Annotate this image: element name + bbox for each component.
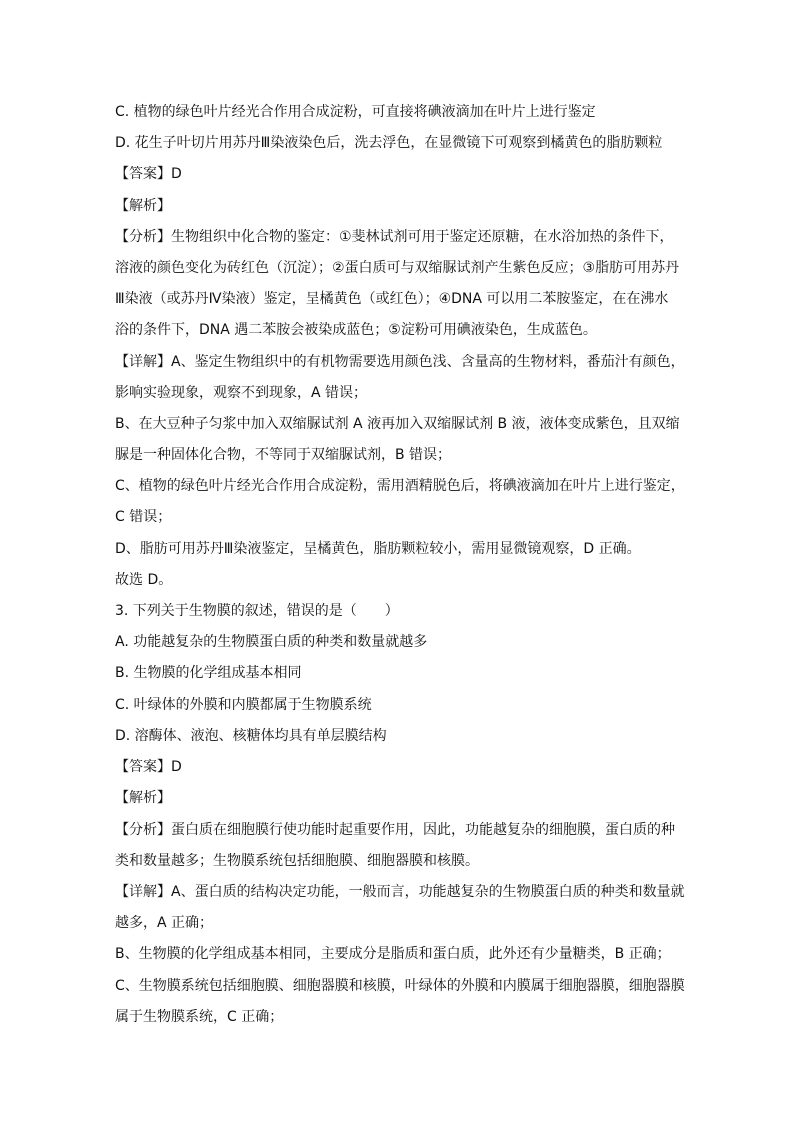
q2-option-c: C. 植物的绿色叶片经光合作用合成淀粉，可直接将碘液滴加在叶片上进行鉴定 <box>115 104 596 120</box>
q2-analysis-line: 溶液的颜色变化为砖红色（沉淀）；②蛋白质可与双缩脲试剂产生紫色反应；③脂肪可用苏丹 <box>115 260 680 276</box>
q3-analysis-title: 【解析】 <box>115 790 171 806</box>
q2-detail-line: C 错误； <box>115 509 172 525</box>
q3-option-a: A. 功能越复杂的生物膜蛋白质的种类和数量就越多 <box>115 634 428 650</box>
q3-answer: 【答案】D <box>115 759 182 775</box>
q2-detail-line: D、脂肪可用苏丹Ⅲ染液鉴定，呈橘黄色，脂肪颗粒较小，需用显微镜观察，D 正确。 <box>115 541 641 557</box>
q3-analysis-line: 类和数量越多；生物膜系统包括细胞膜、细胞器膜和核膜。 <box>115 853 479 869</box>
q3-option-b: B. 生物膜的化学组成基本相同 <box>115 665 302 681</box>
q3-detail-line: C、生物膜系统包括细胞膜、细胞器膜和核膜，叶绿体的外膜和内膜属于细胞器膜，细胞器膜 <box>115 978 685 994</box>
q2-detail-line: 影响实验现象，观察不到现象，A 错误； <box>115 385 368 401</box>
q2-conclusion: 故选 D。 <box>115 572 173 588</box>
q2-option-d: D. 花生子叶切片用苏丹Ⅲ染液染色后，洗去浮色，在显微镜下可观察到橘黄色的脂肪颗粒 <box>115 135 663 151</box>
q3-detail-line: 越多，A 正确； <box>115 915 214 931</box>
q3-analysis-line: 【分析】蛋白质在细胞膜行使功能时起重要作用，因此，功能越复杂的细胞膜，蛋白质的种 <box>115 822 675 838</box>
q3-option-c: C. 叶绿体的外膜和内膜都属于生物膜系统 <box>115 697 372 713</box>
q3-detail-line: 【详解】A、蛋白质的结构决定功能，一般而言，功能越复杂的生物膜蛋白质的种类和数量就 <box>115 884 685 900</box>
q3-detail-line: B、生物膜的化学组成基本相同，主要成分是脂质和蛋白质，此外还有少量糖类，B 正确； <box>115 946 671 962</box>
q2-analysis-line: 【分析】生物组织中化合物的鉴定：①斐林试剂可用于鉴定还原糖，在水浴加热的条件下， <box>115 229 674 245</box>
q2-detail-line: B、在大豆种子匀浆中加入双缩脲试剂 A 液再加入双缩脲试剂 B 液，液体变成紫色，且双缩 <box>115 416 680 432</box>
q2-detail-line: C、植物的绿色叶片经光合作用合成淀粉，需用酒精脱色后，将碘液滴加在叶片上进行鉴定， <box>115 478 685 494</box>
q2-analysis-line: Ⅲ染液（或苏丹Ⅳ染液）鉴定，呈橘黄色（或红色）；④DNA 可以用二苯胺鉴定，在在沸水 <box>115 291 669 307</box>
q2-detail-line: 脲是一种固体化合物，不等同于双缩脲试剂，B 错误； <box>115 447 452 463</box>
q3-detail-line: 属于生物膜系统，C 正确； <box>115 1009 284 1025</box>
q2-analysis-title: 【解析】 <box>115 198 171 214</box>
q2-analysis-line: 浴的条件下，DNA 遇二苯胺会被染成蓝色；⑤淀粉可用碘液染色，生成蓝色。 <box>115 322 597 338</box>
q2-answer: 【答案】D <box>115 166 182 182</box>
q2-detail-line: 【详解】A、鉴定生物组织中的有机物需要选用颜色浅、含量高的生物材料，番茄汁有颜色， <box>115 354 685 370</box>
q3-stem: 3. 下列关于生物膜的叙述，错误的是（ ） <box>115 603 399 619</box>
q3-option-d: D. 溶酶体、液泡、核糖体均具有单层膜结构 <box>115 728 387 744</box>
